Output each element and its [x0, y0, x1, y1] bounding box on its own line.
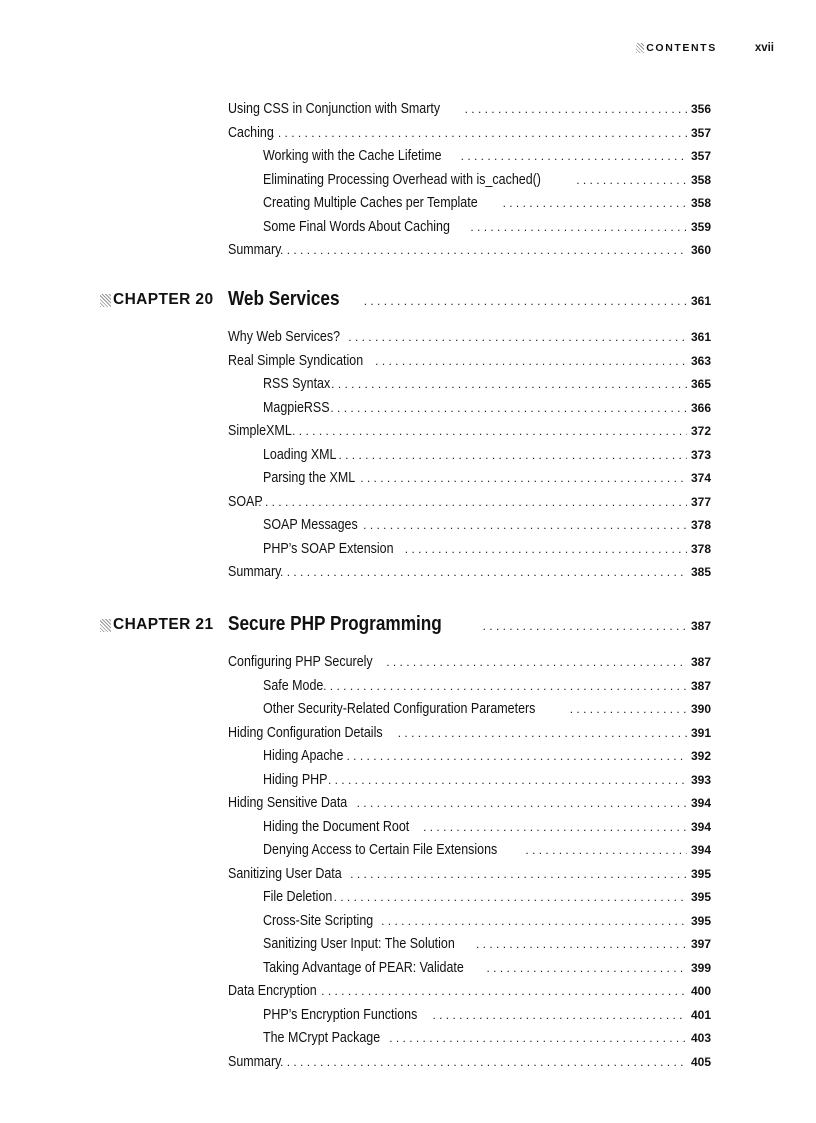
dot-leader	[292, 421, 687, 441]
dot-leader	[381, 911, 687, 931]
toc-entry	[263, 911, 711, 931]
toc-entry-page: 358	[690, 196, 711, 210]
toc-entry-title: Some Final Words About Caching	[263, 218, 450, 235]
toc-entry-page: 393	[690, 772, 711, 787]
toc-entry	[263, 445, 711, 465]
toc-entry-title: Eliminating Processing Overhead with is_cached()	[263, 171, 541, 188]
dot-leader	[461, 146, 687, 166]
toc-entry-title: Sanitizing User Data	[228, 865, 342, 882]
toc-entry-page: 387	[690, 655, 711, 669]
toc-entry	[228, 981, 711, 1001]
dot-leader	[338, 445, 687, 465]
dot-leader	[398, 723, 687, 743]
toc-entry-title: Summary	[228, 564, 282, 580]
toc-entry	[228, 723, 711, 743]
toc-entry	[263, 840, 711, 860]
dot-leader	[328, 770, 687, 790]
toc-entry-title: Real Simple Syndication	[228, 352, 364, 369]
toc-entry-page: 365	[690, 377, 711, 391]
toc-entry-title: Using CSS in Conjunction with Smarty	[228, 101, 441, 117]
dot-leader	[503, 193, 687, 213]
dot-leader	[350, 864, 687, 884]
toc-entry-title: Loading XML	[263, 446, 337, 463]
toc-entry-page: 357	[690, 125, 711, 140]
toc-entry	[228, 327, 711, 347]
toc-entry	[263, 539, 711, 559]
toc-entry	[263, 217, 711, 237]
toc-entry	[228, 421, 711, 441]
toc-entry	[263, 374, 711, 394]
toc-entry	[263, 817, 711, 837]
toc-entry-page: 358	[690, 172, 711, 187]
toc-entry-title: Summary	[228, 1053, 282, 1070]
chapter-title-text: Secure PHP Programming	[228, 613, 442, 635]
toc-entry-page: 385	[690, 565, 711, 579]
chapter-label	[100, 291, 213, 309]
dot-leader	[375, 351, 687, 371]
toc-entry	[263, 934, 711, 954]
dot-leader	[280, 240, 687, 260]
dot-leader	[364, 294, 687, 308]
toc-entry-title: Hiding Configuration Details	[228, 724, 383, 741]
toc-entry-page: 400	[690, 984, 711, 998]
chapter-title	[228, 288, 711, 311]
toc-entry-page: 394	[690, 843, 711, 857]
toc-entry	[263, 193, 711, 213]
chapter-title-text: Web Services	[228, 288, 340, 310]
toc-entry-title: Caching	[228, 124, 274, 141]
toc-entry-title: Hiding Apache	[263, 748, 344, 764]
toc-entry-title: Other Security-Related Configuration Parameters	[263, 701, 536, 717]
dot-leader	[525, 840, 687, 860]
toc-entry-title: Hiding the Document Root	[263, 818, 410, 835]
dot-leader	[280, 562, 687, 582]
toc-entry-page: 372	[690, 424, 711, 438]
toc-entry	[263, 1005, 711, 1025]
dot-leader	[465, 99, 687, 119]
dot-leader	[423, 817, 687, 837]
toc-entry-page: 360	[690, 243, 711, 257]
toc-entry-title: RSS Syntax	[263, 376, 331, 392]
dot-leader	[360, 468, 687, 488]
dot-leader	[321, 981, 687, 1001]
dot-leader	[476, 934, 687, 954]
toc-entry-title: PHP’s Encryption Functions	[263, 1006, 418, 1023]
toc-entry-title: File Deletion	[263, 889, 333, 905]
toc-entry	[228, 492, 711, 512]
toc-entry-page: 394	[690, 796, 711, 810]
dot-leader	[405, 539, 687, 559]
toc-entry-page: 392	[690, 749, 711, 763]
toc-entry-page: 373	[690, 447, 711, 462]
toc-entry-page: 395	[690, 913, 711, 928]
toc-entry	[263, 887, 711, 907]
header-ornament-icon	[636, 43, 644, 53]
chapter-page: 387	[690, 619, 711, 633]
toc-entry-page: 356	[690, 102, 711, 116]
toc-entry-page: 378	[690, 541, 711, 556]
chapter-number: CHAPTER 20	[113, 291, 214, 308]
toc-entry-title: Sanitizing User Input: The Solution	[263, 936, 455, 952]
toc-entry	[263, 1028, 711, 1048]
chapter-title	[228, 613, 711, 636]
toc-entry-page: 359	[690, 219, 711, 234]
dot-leader	[334, 887, 687, 907]
toc-entry	[263, 770, 711, 790]
toc-entry-title: SimpleXML	[228, 423, 292, 439]
toc-entry-page: 397	[690, 937, 711, 951]
toc-entry	[228, 793, 711, 813]
toc-entry-page: 395	[690, 866, 711, 881]
toc-entry-page: 399	[690, 960, 711, 975]
toc-entry-title: Safe Mode	[263, 677, 324, 694]
toc-entry-title: SOAP Messages	[263, 517, 358, 533]
toc-entry	[263, 746, 711, 766]
toc-entry	[228, 240, 711, 260]
toc-entry-page: 357	[690, 149, 711, 163]
toc-entry-title: Denying Access to Certain File Extensions	[263, 842, 498, 858]
toc-entry-title: Taking Advantage of PEAR: Validate	[263, 959, 464, 976]
toc-entry	[228, 99, 711, 119]
toc-entry-page: 405	[690, 1054, 711, 1069]
dot-leader	[271, 123, 687, 143]
dot-leader	[280, 1052, 687, 1072]
toc-entry-page: 403	[690, 1031, 711, 1045]
toc-entry-title: SOAP	[228, 493, 263, 510]
dot-leader	[570, 699, 687, 719]
dot-leader	[576, 170, 687, 190]
toc-entry-page: 395	[690, 890, 711, 904]
toc-entry-title: Creating Multiple Caches per Template	[263, 195, 478, 211]
toc-entry-page: 390	[690, 702, 711, 716]
dot-leader	[363, 515, 687, 535]
toc-entry	[228, 351, 711, 371]
header-page-number: xvii	[754, 42, 774, 54]
header-section: CONTENTS	[646, 42, 717, 54]
toc-entry-page: 387	[690, 678, 711, 693]
toc-entry-page: 363	[690, 353, 711, 368]
toc-entry-page: 361	[690, 330, 711, 344]
toc-entry-page: 378	[690, 518, 711, 532]
dot-leader	[386, 652, 687, 672]
toc-entry-title: Hiding Sensitive Data	[228, 795, 348, 811]
toc-entry	[228, 864, 711, 884]
toc-entry-page: 391	[690, 725, 711, 740]
toc-entry-title: Configuring PHP Securely	[228, 654, 373, 670]
dot-leader	[323, 676, 687, 696]
dot-leader	[258, 492, 687, 512]
chapter-ornament-icon	[100, 619, 111, 632]
chapter-ornament-icon	[100, 294, 111, 307]
toc-entry-title: Working with the Cache Lifetime	[263, 148, 442, 164]
toc-entry-title: Why Web Services?	[228, 329, 341, 345]
toc-entry-title: The MCrypt Package	[263, 1030, 381, 1046]
toc-entry-page: 374	[690, 471, 711, 485]
toc-entry	[263, 958, 711, 978]
dot-leader	[432, 1005, 687, 1025]
toc-entry	[263, 515, 711, 535]
toc-entry	[228, 652, 711, 672]
toc-entry-page: 377	[690, 494, 711, 509]
chapter-number: CHAPTER 21	[113, 616, 214, 633]
dot-leader	[357, 793, 687, 813]
toc-entry-title: MagpieRSS	[263, 399, 330, 416]
dot-leader	[389, 1028, 687, 1048]
toc-entry	[263, 676, 711, 696]
dot-leader	[331, 374, 687, 394]
toc-entry	[263, 146, 711, 166]
toc-entry-title: Data Encryption	[228, 983, 317, 999]
toc-entry	[228, 562, 711, 582]
toc-entry-page: 366	[690, 400, 711, 415]
dot-leader	[470, 217, 687, 237]
toc-entry	[263, 699, 711, 719]
toc-entry-title: PHP’s SOAP Extension	[263, 540, 394, 557]
dot-leader	[330, 398, 687, 418]
toc-entry	[228, 123, 711, 143]
toc-entry-title: Hiding PHP	[263, 771, 328, 788]
chapter-label	[100, 616, 213, 634]
toc-entry	[228, 1052, 711, 1072]
chapter-page: 361	[690, 294, 711, 308]
dot-leader	[348, 327, 687, 347]
toc-entry-title: Summary	[228, 242, 282, 258]
dot-leader	[483, 619, 687, 633]
toc-entry-page: 401	[690, 1007, 711, 1022]
running-header	[636, 42, 774, 54]
toc-entry	[263, 170, 711, 190]
toc-entry-page: 394	[690, 819, 711, 834]
dot-leader	[487, 958, 687, 978]
toc-entry	[263, 468, 711, 488]
toc-entry-title: Parsing the XML	[263, 470, 356, 486]
dot-leader	[347, 746, 687, 766]
toc-entry-title: Cross-Site Scripting	[263, 912, 374, 929]
toc-entry	[263, 398, 711, 418]
